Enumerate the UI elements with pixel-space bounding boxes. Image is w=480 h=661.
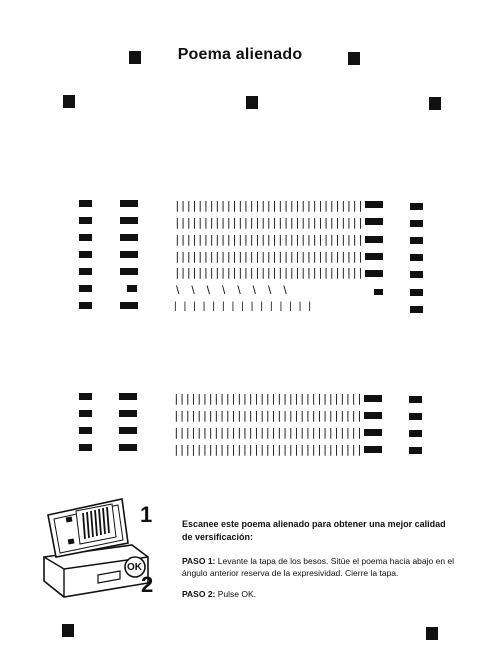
registration-mark	[246, 96, 258, 109]
pattern-bar	[120, 217, 138, 224]
pattern-bar	[409, 447, 422, 454]
registration-mark	[63, 95, 75, 108]
registration-mark	[62, 624, 74, 637]
pattern-bar	[79, 444, 92, 451]
callout-number-2: 2	[141, 572, 154, 597]
pattern-bar	[79, 302, 92, 309]
pattern-bar	[120, 302, 138, 309]
tick-row: |||||||||||||||||||||||||||||||||	[173, 409, 362, 422]
pattern-bar	[120, 268, 138, 275]
pattern-bar	[365, 236, 383, 243]
tick-row: |||||||||||||||||||||||||||||||||	[174, 233, 363, 246]
step-1	[182, 555, 457, 579]
pattern-bar	[374, 289, 383, 295]
pattern-bar	[410, 203, 423, 210]
pattern-bar	[79, 268, 92, 275]
tick-row: |||||||||||||||||||||||||||||||||	[173, 426, 362, 439]
pattern-bar	[79, 200, 92, 207]
tick-row: |||||||||||||||||||||||||||||||||	[174, 250, 363, 263]
pattern-bar	[364, 429, 382, 436]
pattern-bar	[79, 427, 92, 434]
pattern-bar	[79, 410, 92, 417]
pattern-bar	[119, 410, 137, 417]
step-2-label: PASO 2:	[182, 589, 216, 599]
pattern-bar	[364, 446, 382, 453]
pattern-bar	[365, 270, 383, 277]
pattern-bar	[127, 285, 137, 292]
pattern-bar	[409, 413, 422, 420]
step-1-text: Levante la tapa de los besos. Sitúe el poema hacia abajo en el ángulo anterior reserva de la expresividad. Cierre la tapa.	[182, 556, 455, 578]
pattern-bar	[120, 200, 138, 207]
pattern-bar	[119, 427, 137, 434]
step-2-text: Pulse OK.	[217, 589, 257, 599]
pattern-bar	[364, 412, 382, 419]
pattern-bar	[79, 234, 92, 241]
sparse-tick-row: |||||||||||||||	[174, 301, 318, 312]
pattern-bar	[409, 396, 422, 403]
pattern-bar	[410, 254, 423, 261]
callout-number-1: 1	[140, 502, 153, 527]
pattern-bar	[79, 285, 92, 292]
pattern-bar	[120, 234, 138, 241]
pattern-bar	[410, 306, 423, 313]
tick-row: |||||||||||||||||||||||||||||||||	[174, 216, 363, 229]
pattern-bar	[365, 201, 383, 208]
pattern-bar	[410, 271, 423, 278]
registration-mark	[426, 627, 438, 640]
pattern-bar	[409, 430, 422, 437]
pattern-bar	[410, 289, 423, 296]
step-2	[182, 588, 452, 600]
pattern-bar	[364, 395, 382, 402]
tick-row: |||||||||||||||||||||||||||||||||	[173, 392, 362, 405]
pattern-bar	[79, 393, 92, 400]
instructions-heading: Escanee este poema alienado para obtener una mejor calidad de versificación:	[182, 519, 446, 542]
step-1-label: PASO 1:	[182, 556, 216, 566]
pattern-bar	[410, 237, 423, 244]
printer-illustration	[36, 495, 156, 605]
slash-row: \\\\\\\\	[176, 283, 299, 297]
registration-mark	[429, 97, 441, 110]
pattern-bar	[79, 251, 92, 258]
pattern-bar	[365, 253, 383, 260]
pattern-bar	[365, 218, 383, 225]
pattern-bar	[119, 393, 137, 400]
pattern-bar	[79, 217, 92, 224]
tick-row: |||||||||||||||||||||||||||||||||	[174, 266, 363, 279]
page-title: Poema alienado	[177, 46, 303, 63]
pattern-bar	[119, 444, 137, 451]
pattern-bar	[410, 220, 423, 227]
tick-row: |||||||||||||||||||||||||||||||||	[173, 443, 362, 456]
ok-button-label: OK	[127, 562, 142, 573]
tick-row: |||||||||||||||||||||||||||||||||	[174, 199, 363, 212]
pattern-bar	[120, 251, 138, 258]
